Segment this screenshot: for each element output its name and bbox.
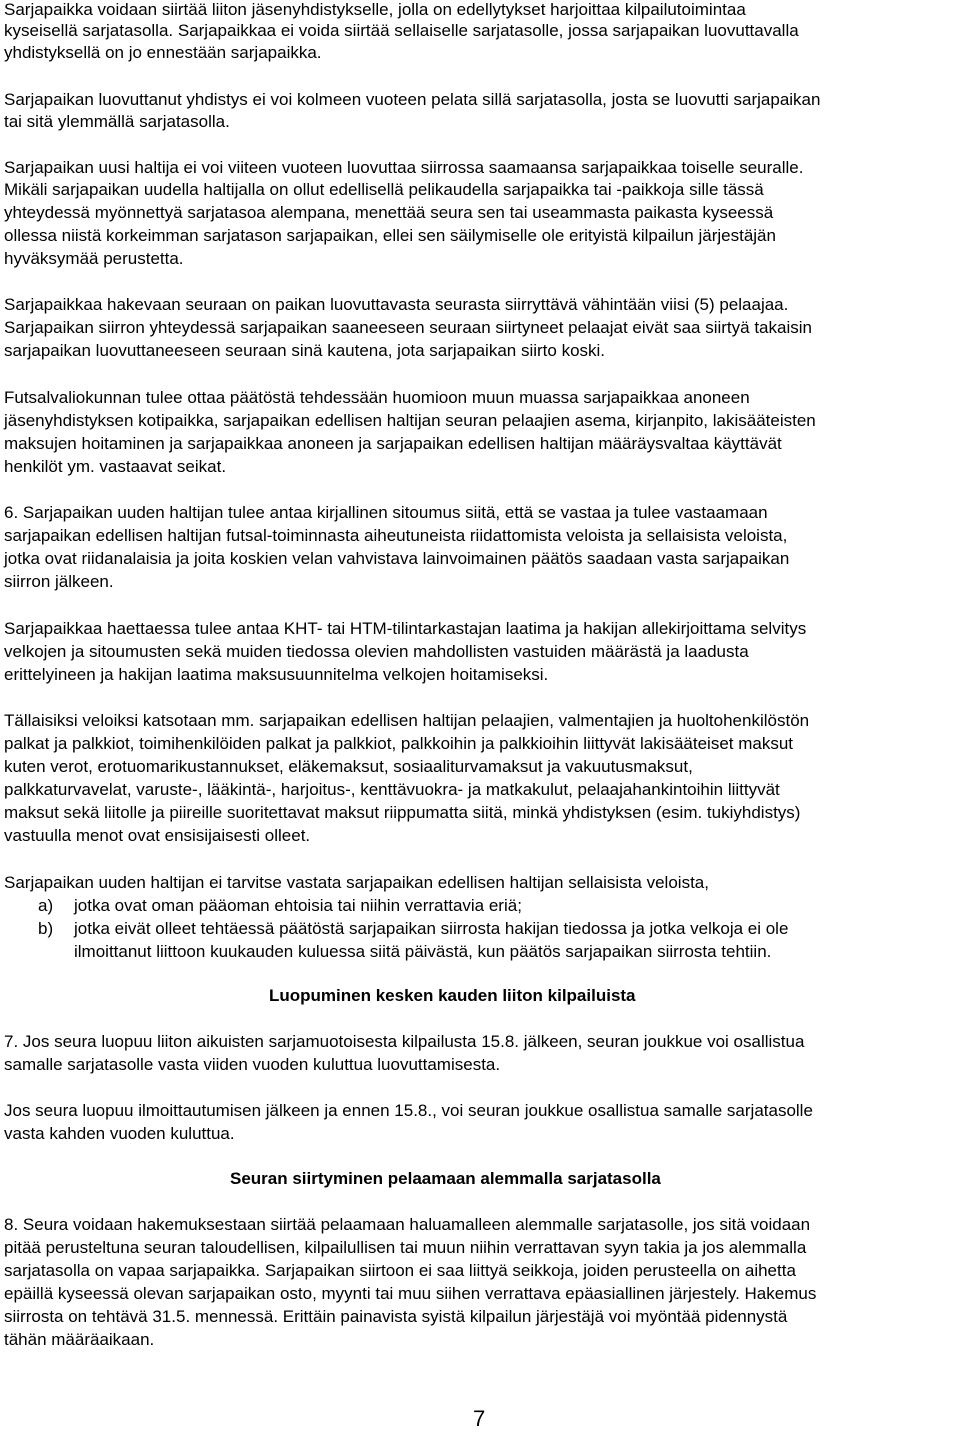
para8-line: vastuulla menot ovat ensisijaisesti olleet. [4,826,311,845]
para8-line: kuten verot, erotuomarikustannukset, eläkemaksut, sosiaaliturvamaksut ja vakuutusmaksut, [4,757,693,776]
para11-line: Jos seura luopuu ilmoittautumisen jälkeen ja ennen 15.8., voi seuran joukkue osallistua samalle sarjatasolle [4,1101,813,1120]
para9-intro: Sarjapaikan uuden haltijan ei tarvitse vastata sarjapaikan edellisen haltijan sellaisista veloista, [4,873,709,892]
para12-line: pitää perusteltuna seuran taloudellisen, kilpailullisen tai muun niihin verrattavan syyn takia ja jos alemmalla [4,1238,807,1257]
para8-line: maksut sekä liitolle ja piireille suoritettavat maksut riippumatta siitä, minkä yhdistyksen (esim. tukiyhdistys) [4,803,801,822]
para6-line: 6. Sarjapaikan uuden haltijan tulee antaa kirjallinen sitoumus siitä, että se vastaa ja tulee vastaamaan [4,503,768,522]
para12-line: siirrosta on tehtävä 31.5. mennessä. Erittäin painavista syistä kilpailun järjestäjä voi myöntää pidennystä [4,1307,788,1326]
list-item-text: jotka eivät olleet tehtäessä päätöstä sarjapaikan siirrosta hakijan tiedossa ja jotka velkoja ei ole [74,919,789,938]
para3-line: hyväksymää perustetta. [4,249,184,268]
para10-line: 7. Jos seura luopuu liiton aikuisten sarjamuotoisesta kilpailusta 15.8. jälkeen, seuran joukkue voi osallistua [4,1032,805,1051]
section-heading: Luopuminen kesken kauden liiton kilpailuista [269,986,636,1005]
para3-line: Sarjapaikan uusi haltija ei voi viiteen vuoteen luovuttaa siirrossa saamaansa sarjapaikkaa toiselle seuralle. [4,158,804,177]
list-item-label: a) [38,896,54,915]
para2-line: Sarjapaikan luovuttanut yhdistys ei voi kolmeen vuoteen pelata sillä sarjatasolla, josta se luovutti sarjapaikan [4,90,821,109]
para7-line: Sarjapaikkaa haettaessa tulee antaa KHT- tai HTM-tilintarkastajan laatima ja hakijan allekirjoittama selvitys [4,619,807,638]
para3-line: yhteydessä myönnettyä sarjatasoa alempana, menettää seura sen tai useammasta paikasta kyseessä [4,203,774,222]
para8-line: Tällaisiksi veloiksi katsotaan mm. sarjapaikan edellisen haltijan pelaajien, valmentajien ja huoltohenkilöstön [4,711,810,730]
para12-line: epäillä kyseessä olevan sarjapaikan osto, myynti tai muu siihen verrattava epäasiallinen järjestely. Hakemus [4,1284,817,1303]
para4-line: sarjapaikan luovuttaneeseen seuraan sinä kautena, jota sarjapaikan siirto koski. [4,341,606,360]
list-item-text: jotka ovat oman pääoman ehtoisia tai niihin verrattavia eriä; [74,896,522,915]
para6-line: sarjapaikan edellisen haltijan futsal-toiminnasta aiheutuneista riidattomista veloista ja sellaisista veloista, [4,526,788,545]
para7-line: erittelyineen ja hakijan laatima maksusuunnitelma velkojen hoitamiseksi. [4,665,549,684]
para4-line: Sarjapaikan siirron yhteydessä sarjapaikan saaneeseen seuraan siirtyneet pelaajat eivät saa siirtyä takaisin [4,318,812,337]
para5-line: jäsenyhdistyksen kotipaikka, sarjapaikan edellisen haltijan seuran pelaajien asema, kirjanpito, lakisääteisten [4,411,816,430]
list-item-text: ilmoittanut liittoon kuukauden kuluessa siitä päivästä, kun päätös sarjapaikan siirrosta tehtiin. [74,942,772,961]
para12-line: 8. Seura voidaan hakemuksestaan siirtää pelaamaan haluamalleen alemmalle sarjatasolle, jos sitä voidaan [4,1215,811,1234]
para8-line: palkat ja palkkiot, toimihenkilöiden palkat ja palkkiot, palkkoihin ja palkkioihin liittyvät lakisääteiset maksut [4,734,794,753]
para1-line: yhdistyksellä on jo ennestään sarjapaikka. [4,43,322,62]
para5-line: Futsalvaliokunnan tulee ottaa päätöstä tehdessään huomioon muun muassa sarjapaikkaa anoneen [4,388,750,407]
para2-line: tai sitä ylemmällä sarjatasolla. [4,112,230,131]
para1-line: kyseisellä sarjatasolla. Sarjapaikkaa ei voida siirtää sellaiselle sarjatasolle, jossa sarjapaikan luovuttavalla [4,21,799,40]
para11-line: vasta kahden vuoden kuluttua. [4,1124,235,1143]
para1-line: Sarjapaikka voidaan siirtää liiton jäsenyhdistykselle, jolla on edellytykset harjoittaa kilpailutoimintaa [4,0,746,19]
para7-line: velkojen ja sitoumusten sekä muiden tiedossa olevien mahdollisten vastuiden määrästä ja laadusta [4,642,749,661]
list-item-label: b) [38,919,54,938]
para8-line: palkkaturvavelat, varuste-, lääkintä-, harjoitus-, kenttävuokra- ja matkakulut, pelaajahankintoihin liittyvät [4,780,780,799]
para3-line: Mikäli sarjapaikan uudella haltijalla on ollut edellisellä pelikaudella sarjapaikka tai -paikkoja sille tässä [4,180,764,199]
para12-line: sarjatasolla on vapaa sarjapaikka. Sarjapaikan siirtoon ei saa liittyä seikkoja, joiden perusteella on aihetta [4,1261,796,1280]
para5-line: henkilöt ym. vastaavat seikat. [4,457,227,476]
para3-line: ollessa niistä korkeimman sarjatason sarjapaikan, ellei sen säilymiselle ole erityistä kilpailun järjestäjän [4,226,776,245]
para6-line: siirron jälkeen. [4,572,114,591]
para5-line: maksujen hoitaminen ja sarjapaikkaa anoneen ja sarjapaikan edellisen haltijan määräysvaltaa käyttävät [4,434,782,453]
para4-line: Sarjapaikkaa hakevaan seuraan on paikan luovuttavasta seurasta siirryttävä vähintään viisi (5) pelaajaa. [4,295,789,314]
para12-line: tähän määräaikaan. [4,1330,155,1349]
para10-line: samalle sarjatasolle vasta viiden vuoden kuluttua luovuttamisesta. [4,1055,501,1074]
section-heading: Seuran siirtyminen pelaamaan alemmalla sarjatasolla [230,1169,661,1188]
page-number: 7 [473,1406,486,1431]
para6-line: jotka ovat riidanalaisia ja joita koskien velan vahvistava lainvoimainen päätös saadaan vasta sarjapaikan [4,549,790,568]
